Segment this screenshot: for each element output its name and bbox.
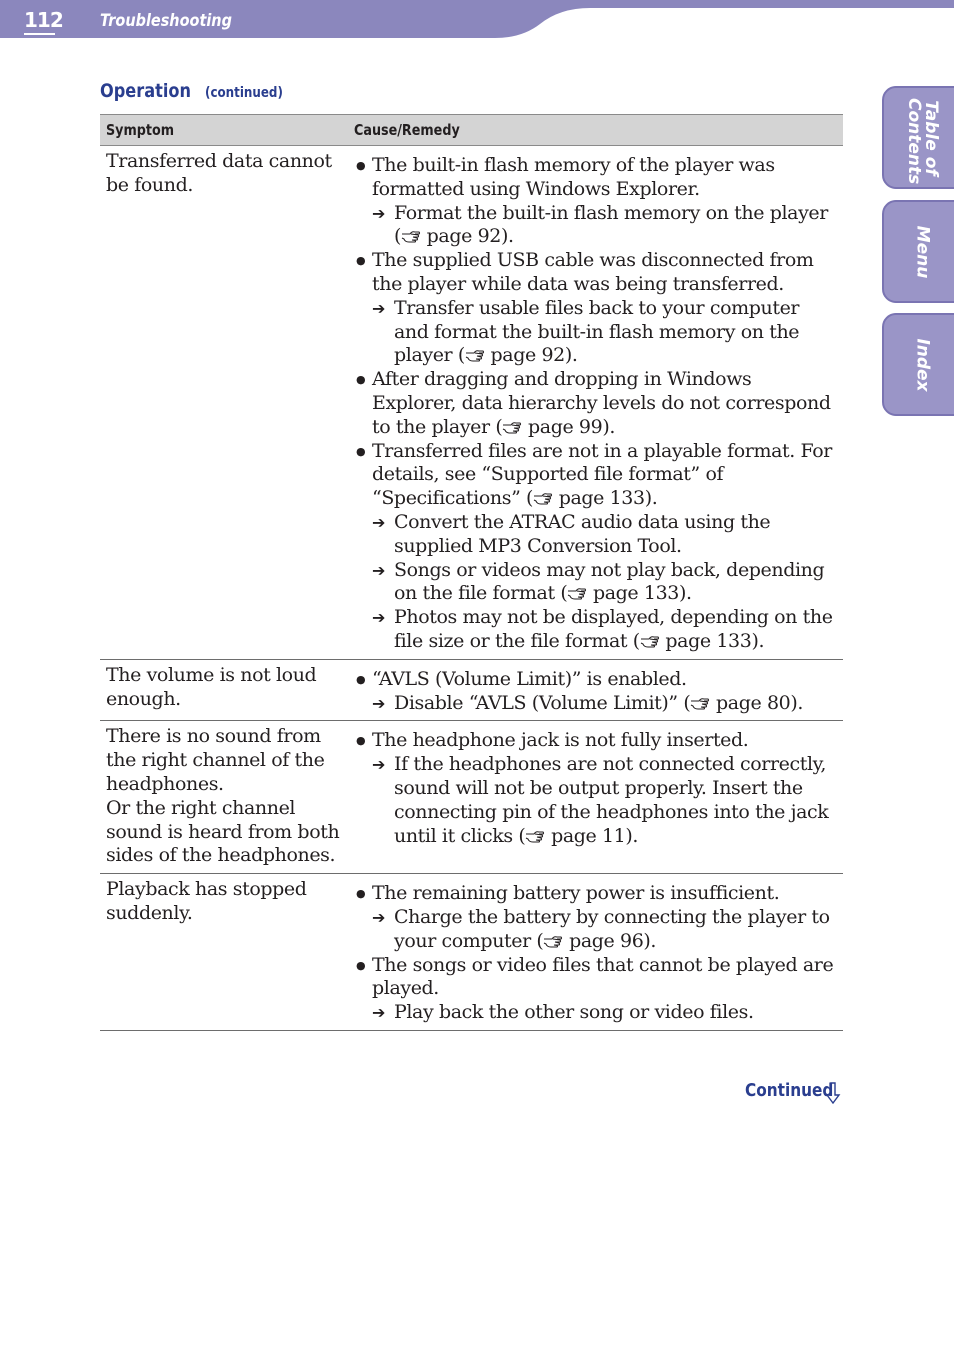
- symptom-cell: There is no sound from the right channel of the headphones. Or the right channel sound is heard from both sides of the headphones.: [100, 721, 348, 874]
- remedy-text: Convert the ATRAC audio data using the supplied MP3 Conversion Tool.: [394, 510, 771, 557]
- tab-menu-label: Menu: [912, 225, 933, 278]
- cause-item: [356, 954, 837, 1002]
- page-reference: page 80: [716, 691, 791, 714]
- table-row: [100, 659, 843, 721]
- page-number: 112: [24, 8, 63, 32]
- cause-text: The remaining battery power is insufficient.: [372, 882, 780, 905]
- tab-table-of-contents[interactable]: [882, 86, 954, 189]
- table-body: [100, 146, 843, 1031]
- page-reference-icon: [465, 348, 485, 362]
- tab-index-label: Index: [912, 337, 933, 392]
- tab-menu[interactable]: [882, 200, 954, 303]
- table-header-row: [100, 115, 843, 146]
- page-reference-icon: [401, 229, 421, 243]
- arrow-right-icon: ➔: [372, 298, 386, 318]
- page-reference: page 99: [528, 415, 603, 438]
- page-reference: page 133: [665, 629, 752, 652]
- header-cause-remedy: Cause/Remedy: [348, 115, 843, 146]
- remedy-text: Charge the battery by connecting the player to your computer: [394, 905, 830, 952]
- remedy-item: ➔ Photos may not be displayed, depending on the file size or the file format ( page 133).: [372, 606, 833, 652]
- remedy-text: If the headphones are not connected correctly, sound will not be output properly. Insert the connecting pin of the headphones into the jack until it clicks: [394, 753, 829, 847]
- remedy-text: Transfer usable files back to your computer and format the built-in flash memory on the player: [394, 296, 800, 367]
- section-title: [100, 80, 296, 102]
- page-reference-icon: [640, 634, 660, 648]
- page-reference-icon: [690, 696, 710, 710]
- remedy-text: Play back the other song or video files.: [394, 1001, 754, 1024]
- cause-item: [356, 249, 837, 297]
- cause-remedy-cell: [348, 146, 843, 660]
- cause-text: The built-in flash memory of the player was formatted using Windows Explorer.: [372, 154, 775, 200]
- troubleshooting-table: [100, 114, 843, 1031]
- cause-remedy-cell: [348, 659, 843, 721]
- page-reference: page 96: [569, 929, 644, 952]
- page-number-underline: [24, 33, 55, 35]
- continued-link[interactable]: [745, 1080, 849, 1101]
- cause-item: [356, 729, 837, 753]
- page-reference: page 92: [426, 225, 501, 248]
- page-reference: page 133: [558, 487, 645, 510]
- arrow-right-icon: ➔: [372, 203, 386, 223]
- arrow-down-icon: [825, 1082, 841, 1104]
- page-reference-icon: [543, 934, 563, 948]
- arrow-right-icon: ➔: [372, 693, 386, 713]
- section-title-sub: (continued): [204, 85, 283, 101]
- remedy-item: ➔ Charge the battery by connecting the player to your computer ( page 96).: [372, 905, 830, 952]
- remedy-item: ➔ Disable “AVLS (Volume Limit)” ( page 80).: [372, 691, 804, 714]
- remedy-item: ➔ Format the built-in flash memory on the player ( page 92).: [372, 201, 828, 248]
- page-reference-icon: [525, 829, 545, 843]
- cause-text: The songs or video files that cannot be played are played.: [372, 953, 834, 1000]
- cause-remedy-cell: [348, 721, 843, 874]
- arrow-right-icon: ➔: [372, 608, 386, 628]
- cause-text: “AVLS (Volume Limit)” is enabled.: [372, 667, 687, 690]
- remedy-item: [356, 511, 837, 559]
- page-reference: page 92: [490, 344, 565, 367]
- tab-table-of-contents-label: Table of Contents: [904, 97, 941, 184]
- remedy-item: [356, 1001, 837, 1025]
- page-reference-icon: [567, 586, 587, 600]
- header-symptom: Symptom: [100, 115, 348, 146]
- remedy-text: Disable “AVLS (Volume Limit)”: [394, 691, 678, 714]
- symptom-cell: Transferred data cannot be found.: [100, 146, 348, 660]
- header-title: Troubleshooting: [100, 11, 232, 31]
- header-bar: [0, 0, 954, 40]
- remedy-text: Format the built-in flash memory on the player: [394, 201, 828, 224]
- table-row: [100, 721, 843, 874]
- cause-text: The headphone jack is not fully inserted.: [372, 729, 749, 752]
- cause-item: ● Transferred files are not in a playable format. For details, see “Supported file format” of “Specifications” ( page 133).: [356, 440, 837, 511]
- cause-remedy-cell: [348, 874, 843, 1031]
- arrow-right-icon: ➔: [372, 512, 386, 532]
- remedy-item: ➔ Transfer usable files back to your computer and format the built-in flash memory on the player ( page 92).: [372, 296, 800, 367]
- symptom-cell: The volume is not loud enough.: [100, 659, 348, 721]
- page-reference-icon: [533, 491, 553, 505]
- cause-item: [356, 154, 837, 202]
- remedy-text: Photos may not be displayed, depending on the file size or the file format: [394, 606, 833, 652]
- section-title-main: Operation: [100, 80, 191, 102]
- page-reference: page 11: [551, 824, 626, 847]
- tab-index[interactable]: [882, 313, 954, 416]
- page-reference: page 133: [592, 582, 679, 605]
- arrow-right-icon: ➔: [372, 755, 386, 775]
- arrow-right-icon: ➔: [372, 907, 386, 927]
- remedy-item: ➔ If the headphones are not connected correctly, sound will not be output properly. Insert the connecting pin of the headphones into the jack until it clicks ( page 11).: [372, 753, 829, 847]
- cause-item: ● After dragging and dropping in Windows Explorer, data hierarchy levels do not correspond to the player ( page 99).: [356, 368, 837, 439]
- cause-text: After dragging and dropping in Windows Explorer, data hierarchy levels do not correspond to the player: [372, 368, 831, 438]
- arrow-right-icon: ➔: [372, 560, 386, 580]
- cause-item: [356, 668, 837, 692]
- remedy-item: ➔ Songs or videos may not play back, depending on the file format ( page 133).: [372, 558, 825, 605]
- remedy-text: Songs or videos may not play back, depending on the file format: [394, 558, 825, 605]
- arrow-right-icon: ➔: [372, 1003, 386, 1023]
- table-row: [100, 146, 843, 660]
- page-reference-icon: [502, 420, 522, 434]
- symptom-cell: Playback has stopped suddenly.: [100, 874, 348, 1031]
- cause-item: [356, 882, 837, 906]
- cause-text: Transferred files are not in a playable format. For details, see “Supported file format” of “Specifications”: [372, 439, 832, 510]
- table-row: [100, 874, 843, 1031]
- cause-text: The supplied USB cable was disconnected from the player while data was being transferred.: [372, 249, 814, 295]
- continued-label: Continued: [745, 1080, 834, 1101]
